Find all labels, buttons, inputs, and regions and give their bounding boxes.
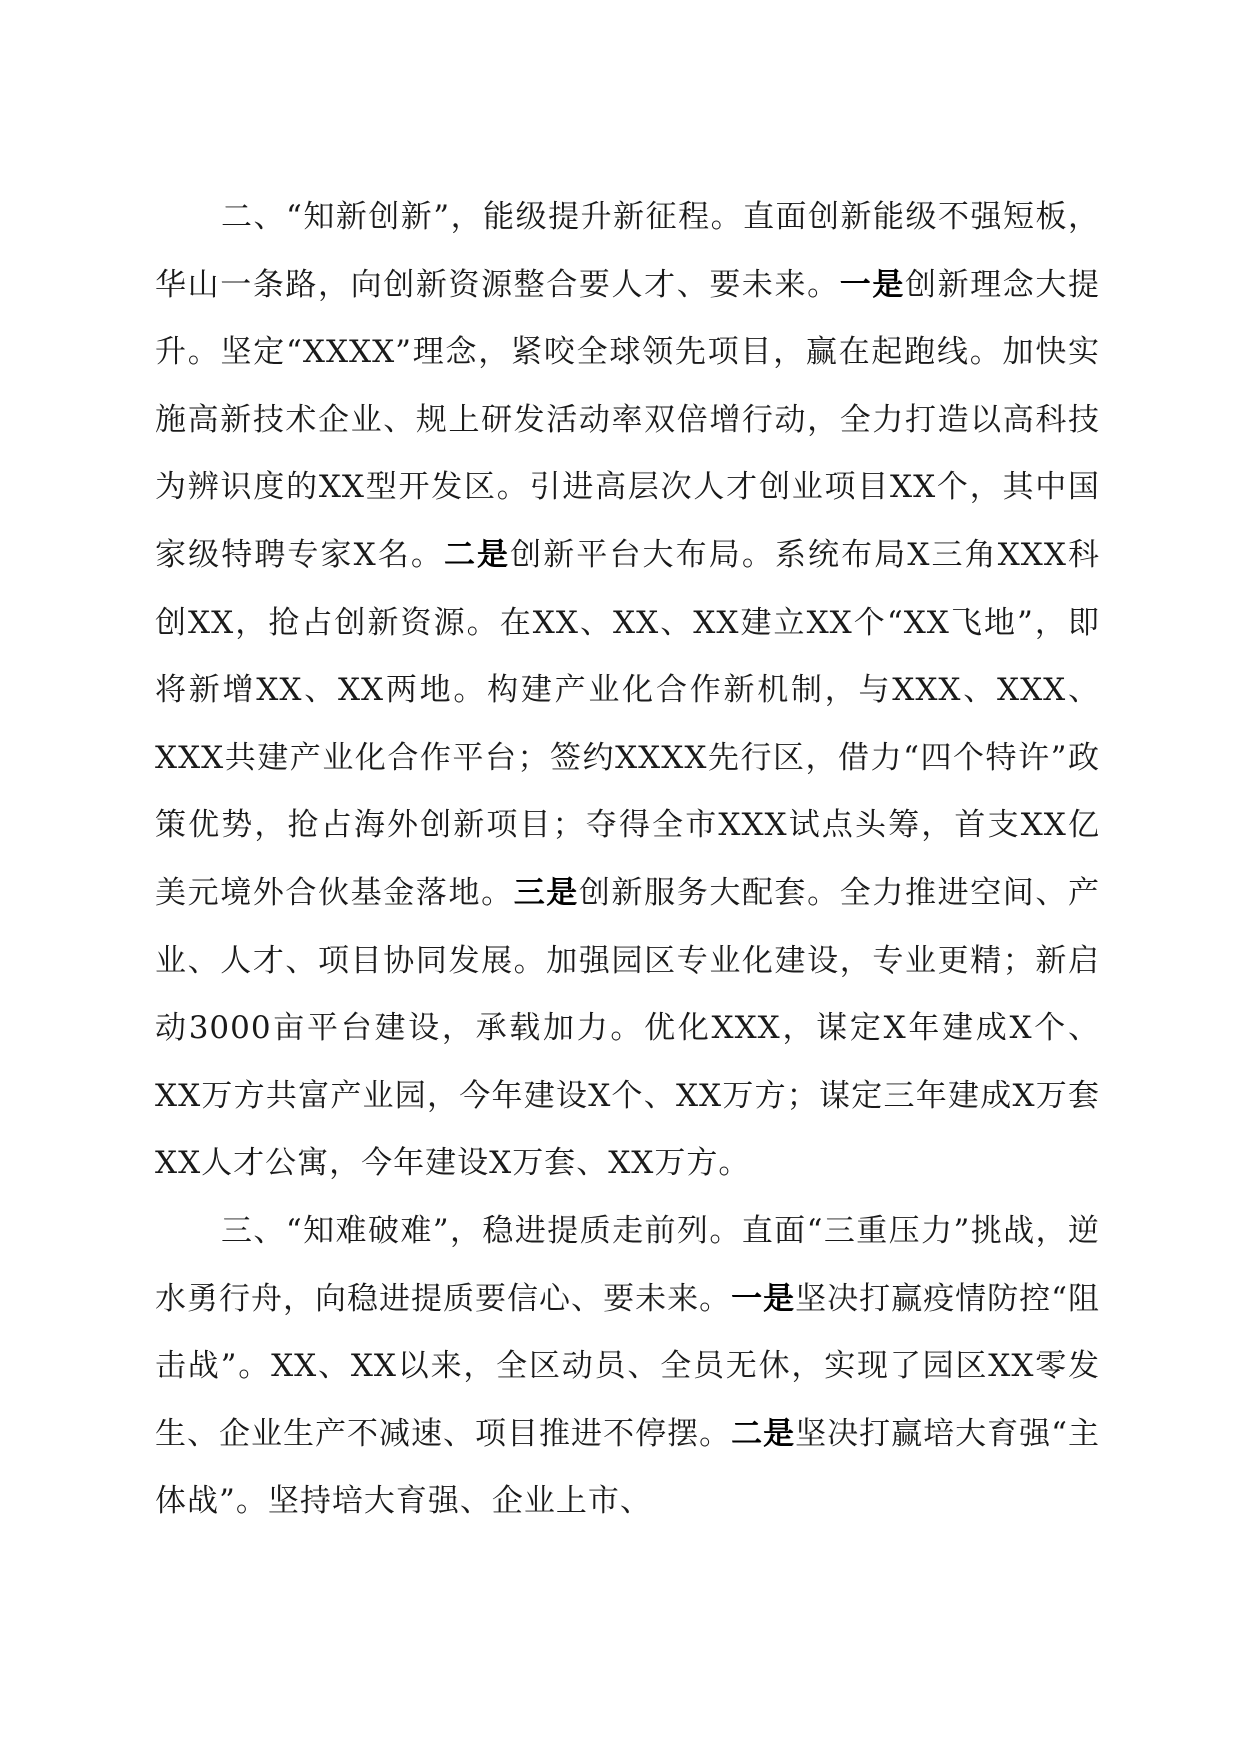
text-segment: 三、“知难破难”，稳进提质走前列。直面“三重压力”挑战，逆水勇行舟，向稳进提质要信心、要未来。: [155, 1212, 1100, 1317]
text-segment: 坚决打赢培大育强“主体战”。坚持培大育强、企业上市、: [155, 1415, 1101, 1520]
paragraph-section-two: [155, 184, 1100, 1198]
text-segment: 坚决打赢疫情防控“阻击战”。XX、XX以来，全区动员、全员无休，实现了园区XX零发生、企业生产不减速、项目推进不停摆。: [155, 1280, 1101, 1452]
bold-marker-first: 一是: [731, 1280, 796, 1317]
paragraph-section-three: [155, 1198, 1100, 1536]
text-segment: 二、“知新创新”，能级提升新征程。直面创新能级不强短板，华山一条路，向创新资源整合要人才、要未来。: [155, 199, 1100, 303]
bold-marker-second: 二是: [731, 1415, 796, 1452]
text-segment: 创新理念大提升。坚定“XXXX”理念，紧咬全球领先项目，赢在起跑线。加快实施高新技术企业、规上研发活动率双倍增行动，全力打造以高科技为辨识度的XX型开发区。引进高层次人才创业项目XX个，其中国家级特聘专家X名。: [155, 266, 1101, 573]
text-segment: 创新平台大布局。系统布局X三角XXX科创XX，抢占创新资源。在XX、XX、XX建立XX个“XX飞地”，即将新增XX、XX两地。构建产业化合作新机制，与XXX、XXX、XXX共建产业化合作平台；签约XXXX先行区，借力“四个特许”政策优势，抢占海外创新项目；夺得全市XXX试点头筹，首支XX亿美元境外合伙基金落地。: [155, 536, 1100, 911]
document-body: [155, 184, 1100, 1536]
bold-marker-third: 三是: [513, 874, 579, 911]
bold-marker-second: 二是: [443, 536, 511, 573]
text-segment: 创新服务大配套。全力推进空间、产业、人才、项目协同发展。加强园区专业化建设，专业更精；新启动3000亩平台建设，承载加力。优化XXX，谋定X年建成X个、XX万方共富产业园，今年建设X个、XX万方；谋定三年建成X万套XX人才公寓，今年建设X万套、XX万方。: [155, 874, 1101, 1182]
bold-marker-first: 一是: [839, 266, 905, 303]
